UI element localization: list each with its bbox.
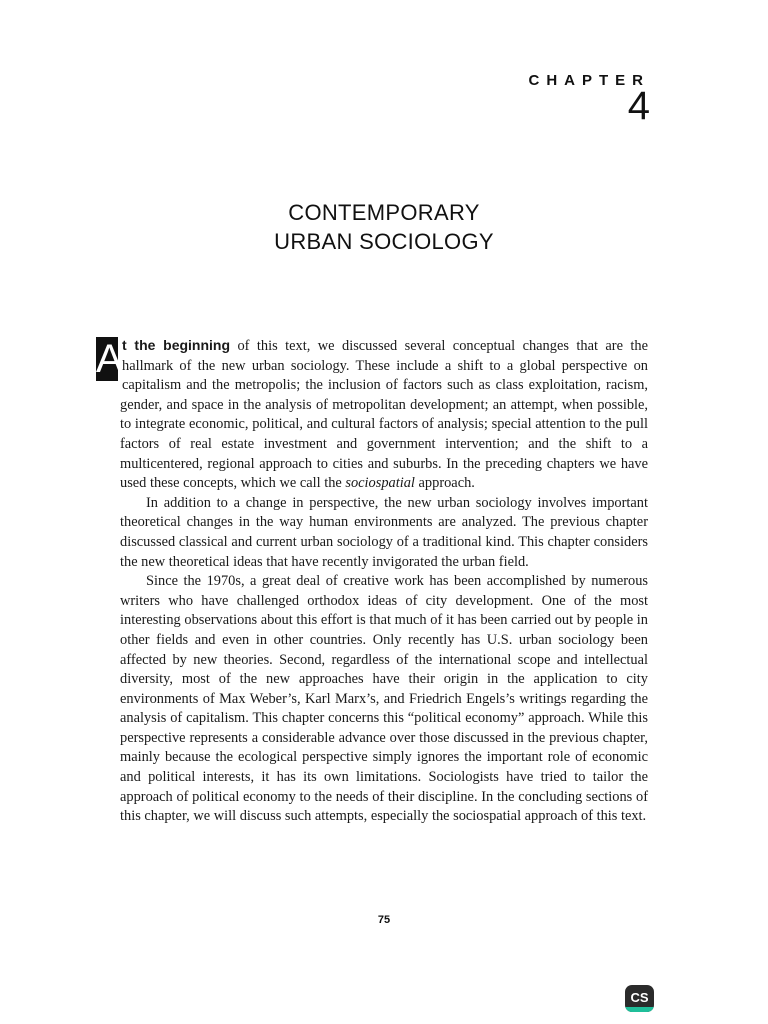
camscanner-logo-text: CS (630, 989, 649, 1005)
camscanner-logo-stripe (625, 1007, 654, 1012)
lead-in: t the beginning (122, 337, 231, 353)
camscanner-logo (625, 985, 654, 1012)
paragraph-1 (96, 336, 648, 494)
paragraph-2: In addition to a change in perspective, the new urban sociology involves important theoretical changes in the way human environments are analyzed. The previous chapter discussed classical and current urban sociology of a traditional kind. This chapter considers the new theoretical ideas that have recently invigorated the urban field. (120, 494, 648, 570)
chapter-title-line-2: URBAN SOCIOLOGY (274, 229, 494, 254)
chapter-number: 4 (627, 84, 650, 128)
chapter-title-line-1: CONTEMPORARY (288, 200, 480, 225)
drop-cap: A (96, 337, 123, 381)
chapter-body (96, 336, 648, 827)
chapter-title (0, 198, 768, 256)
paragraph-1-text-b: approach. (414, 475, 475, 492)
paragraph-3: Since the 1970s, a great deal of creative work has been accomplished by numerous writers who have challenged orthodox ideas of city development. One of the most interesting observations about this effort is that much of it has been carried out by people in other fields and even in other countries. Only recently has U.S. urban sociology been affected by new theories. Second, regardless of the international scope and intellectual diversity, most of the new approaches have their origin in the application to city environments of Max Weber’s, Karl Marx’s, and Friedrich Engels’s writings regarding the analysis of capitalism. This chapter concerns this “political economy” approach. While this perspective represents a considerable advance over those discussed in the previous chapter, mainly because the ecological perspective simply ignores the important role of economic and political interests, it has its own limitations. Sociologists have tried to tailor the approach of political economy to the needs of their discipline. In the concluding sections of this chapter, we will discuss such attempts, especially the sociospatial approach of this text. (120, 573, 648, 825)
paragraph-1-emphasis: sociospatial (345, 475, 415, 492)
paragraph-1-text-a: of this text, we discussed several conceptual changes that are the hallmark of the new urban sociology. These include a shift to a global perspective on capitalism and the metropolis; the inclusion of factors such as class exploitation, racism, gender, and space in the analysis of metropolitan development; an attempt, when possible, to integrate economic, political, and cultural factors of analysis; special attention to the pull factors of real estate investment and government intervention; and the shift to a multicentered, regional approach to cities and suburbs. In the preceding chapters we have used these concepts, which we call the (120, 338, 648, 492)
chapter-label: CHAPTER (528, 72, 650, 89)
page-number: 75 (377, 914, 391, 926)
